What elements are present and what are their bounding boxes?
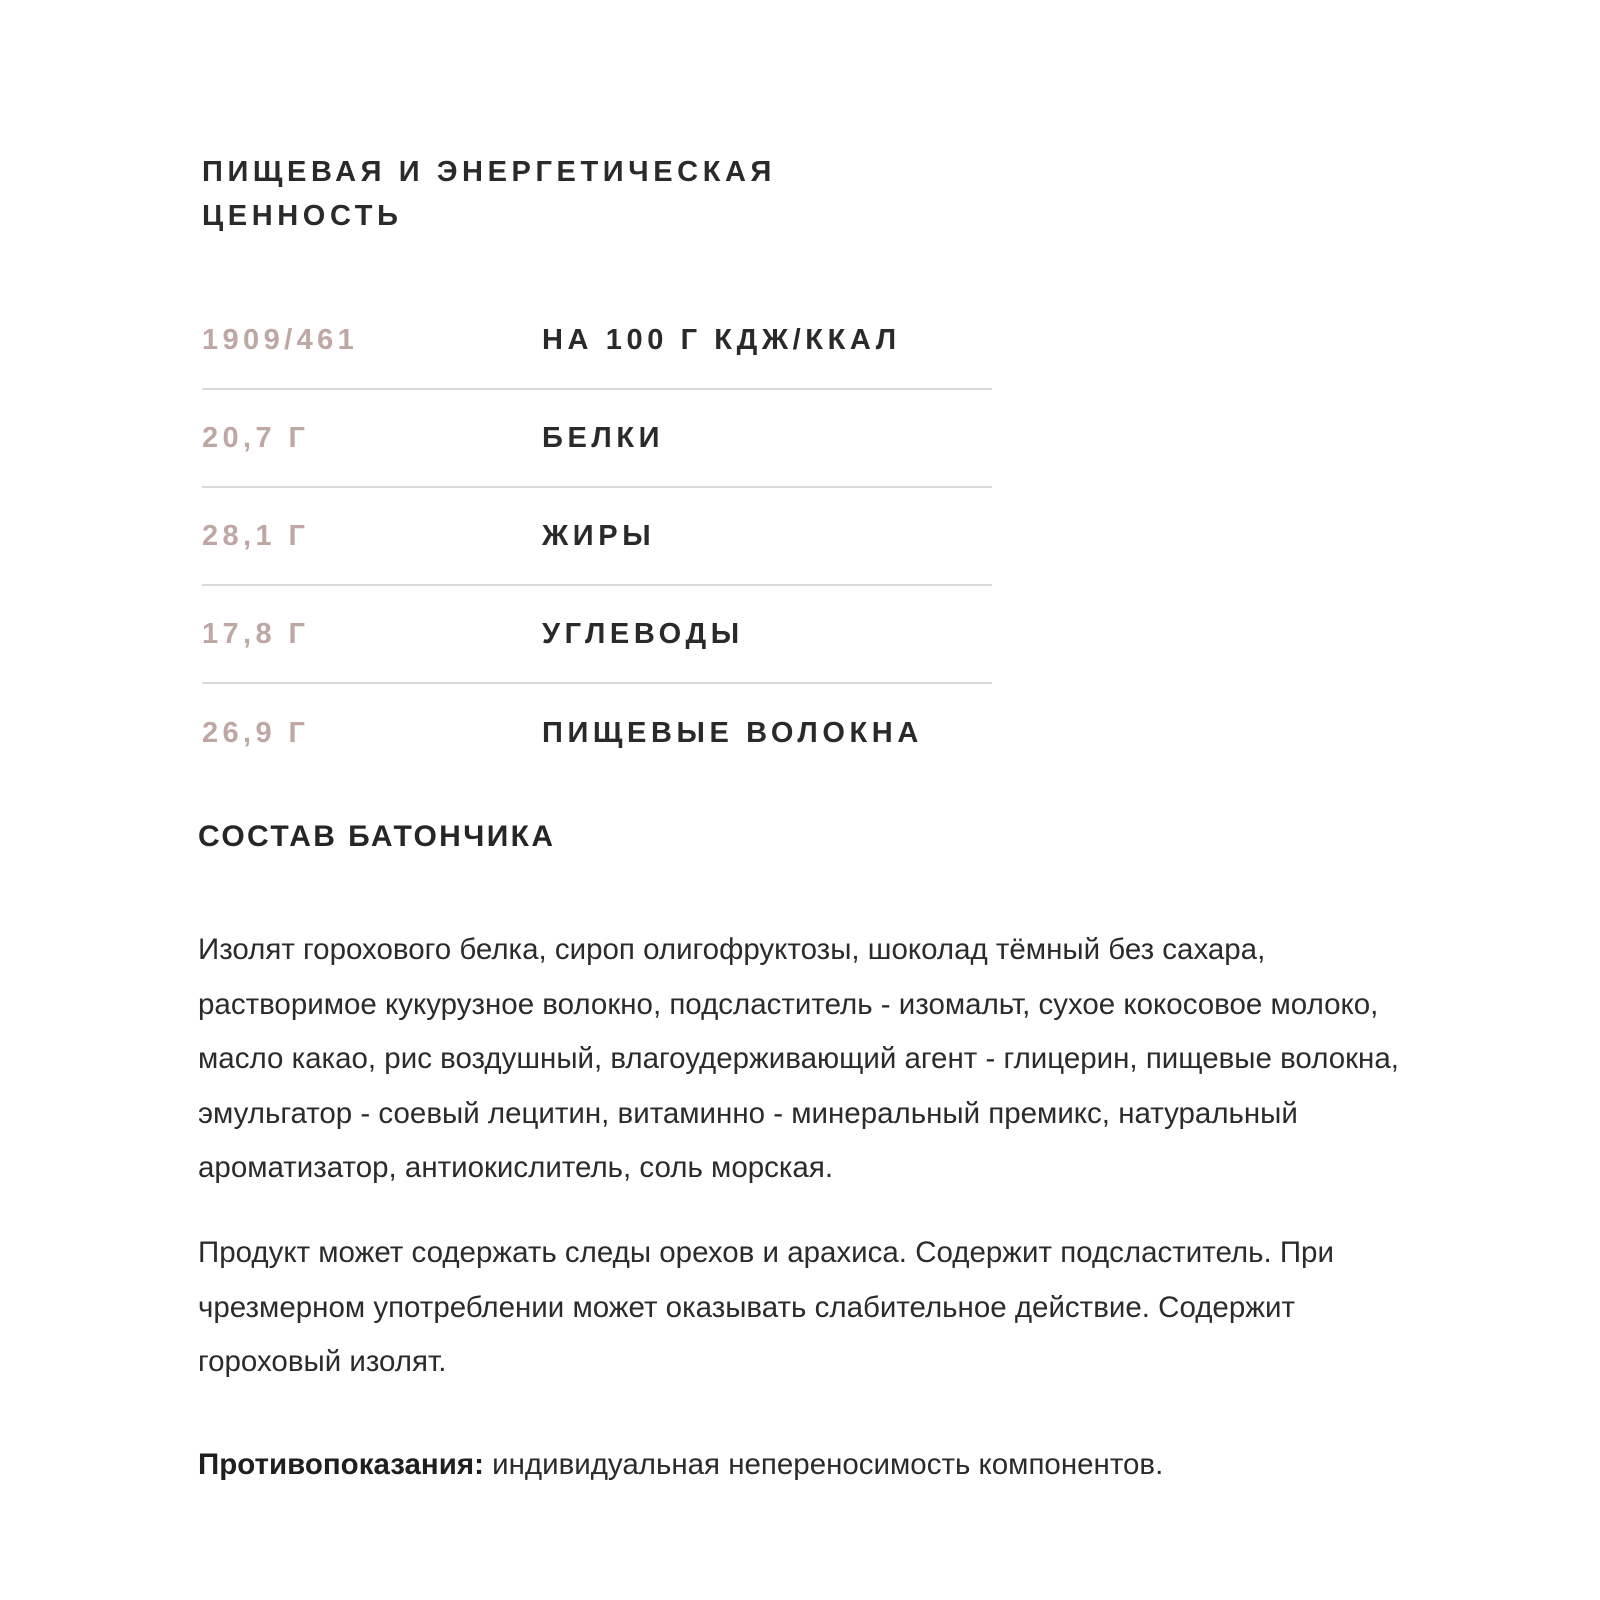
nutrition-label: ПИЩЕВЫЕ ВОЛОКНА	[542, 716, 923, 749]
composition-title: СОСТАВ БАТОНЧИКА	[198, 820, 556, 853]
nutrition-label: НА 100 Г КДЖ/ККАЛ	[542, 323, 901, 356]
nutrition-title: ПИЩЕВАЯ И ЭНЕРГЕТИЧЕСКАЯ ЦЕННОСТЬ	[202, 156, 776, 232]
nutrition-value: 20,7 Г	[202, 421, 310, 454]
nutrition-row-carbs	[202, 586, 992, 684]
contraindications-label: Противопоказания:	[198, 1448, 484, 1481]
nutrition-label: БЕЛКИ	[542, 421, 665, 454]
nutrition-value: 1909/461	[202, 323, 359, 356]
ingredients-text: Изолят горохового белка, сироп олигофруктозы, шоколад тёмный без сахара, растворимое кукурузное волокно, подсластитель - изомальт, сухое кокосовое молоко, масло какао, рис воздушный, влагоудерживающий агент - глицерин, пищевые волокна, эмульгатор - соевый лецитин, витаминно - минеральный премикс, натуральный ароматизатор, антиокислитель, соль морская.	[198, 933, 1399, 1184]
warning-text: Продукт может содержать следы орехов и арахиса. Содержит подсластитель. При чрезмерном употреблении может оказывать слабительное действие. Содержит гороховый изолят.	[198, 1236, 1334, 1378]
contraindications-text: индивидуальная непереносимость компонентов.	[483, 1448, 1164, 1481]
nutrition-value: 28,1 Г	[202, 519, 310, 552]
nutrition-label: УГЛЕВОДЫ	[542, 617, 744, 650]
nutrition-value: 17,8 Г	[202, 617, 310, 650]
nutrition-row-protein	[202, 390, 992, 488]
nutrition-label: ЖИРЫ	[542, 519, 656, 552]
nutrition-value: 26,9 Г	[202, 716, 310, 749]
contraindications-line	[198, 1445, 1438, 1485]
nutrition-row-fat	[202, 488, 992, 586]
nutrition-row-energy	[202, 292, 992, 390]
nutrition-table	[202, 292, 992, 782]
nutrition-row-fiber	[202, 684, 992, 782]
